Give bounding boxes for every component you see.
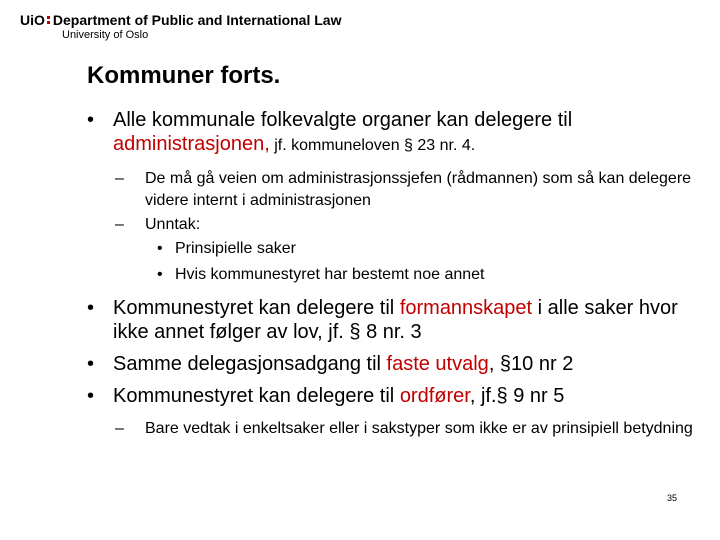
bullet-1-sub-2 bbox=[87, 214, 707, 236]
university-name: University of Oslo bbox=[62, 29, 149, 41]
bullet-icon: • bbox=[87, 109, 95, 131]
bullet-4-sub-1 bbox=[87, 418, 707, 440]
department-name: Department of Public and International Law bbox=[52, 12, 342, 28]
bullet-1-highlight: administrasjonen, bbox=[113, 133, 270, 155]
bullet-4-rest: , jf.§ 9 nr 5 bbox=[469, 385, 565, 407]
item-text: Prinsipielle saker bbox=[175, 240, 296, 257]
dash-icon: – bbox=[115, 170, 124, 187]
dash-icon: – bbox=[115, 420, 124, 437]
bullet-icon: • bbox=[87, 385, 95, 407]
bullet-2-highlight: formannskapet bbox=[399, 297, 533, 319]
slide-content bbox=[87, 108, 707, 440]
bullet-1-sub-2-text: Unntak: bbox=[145, 216, 201, 233]
bullet-1 bbox=[87, 108, 707, 158]
bullet-1-sub-2-item-1 bbox=[87, 236, 707, 262]
bullet-icon: • bbox=[87, 353, 95, 375]
uio-logo-text: UiO bbox=[20, 12, 45, 28]
bullet-3-rest: , §10 nr 2 bbox=[488, 353, 574, 375]
bullet-icon: • bbox=[87, 297, 95, 319]
bullet-icon: • bbox=[157, 240, 163, 257]
bullet-3 bbox=[87, 352, 707, 376]
page-number: 35 bbox=[666, 493, 677, 503]
bullet-2 bbox=[87, 296, 707, 344]
bullet-2-text: Kommunestyret kan delegere til bbox=[113, 297, 400, 319]
bullet-1-reference: jf. kommuneloven § 23 nr. 4. bbox=[269, 137, 476, 154]
bullet-icon: • bbox=[157, 266, 163, 283]
bullet-2-rest: i alle saker hvor ikke annet følger av lov, jf. § 8 nr. 3 bbox=[113, 297, 678, 343]
bullet-1-sub-2-item-2 bbox=[87, 262, 707, 288]
slide-header bbox=[20, 12, 341, 42]
uio-logo bbox=[20, 12, 341, 28]
bullet-4-sub-1-text: Bare vedtak i enkeltsaker eller i sakstyper som ikke er av prinsipiell betydning bbox=[145, 420, 693, 437]
bullet-4-highlight: ordfører bbox=[399, 385, 470, 407]
item-text: Hvis kommunestyret har bestemt noe annet bbox=[175, 266, 485, 283]
bullet-4 bbox=[87, 384, 707, 408]
bullet-3-text: Samme delegasjonsadgang til bbox=[113, 353, 387, 375]
logo-dots-icon bbox=[47, 15, 50, 25]
bullet-4-text: Kommunestyret kan delegere til bbox=[113, 385, 400, 407]
bullet-1-text: Alle kommunale folkevalgte organer kan delegere til bbox=[113, 109, 573, 131]
slide-title: Kommuner forts. bbox=[87, 62, 281, 89]
bullet-1-sub-1-text: De må gå veien om administrasjonssjefen (rådmannen) som så kan delegere videre internt i administrasjonen bbox=[145, 170, 692, 209]
bullet-1-sub-1 bbox=[87, 168, 707, 212]
bullet-3-highlight: faste utvalg bbox=[386, 353, 489, 375]
dash-icon: – bbox=[115, 216, 124, 233]
